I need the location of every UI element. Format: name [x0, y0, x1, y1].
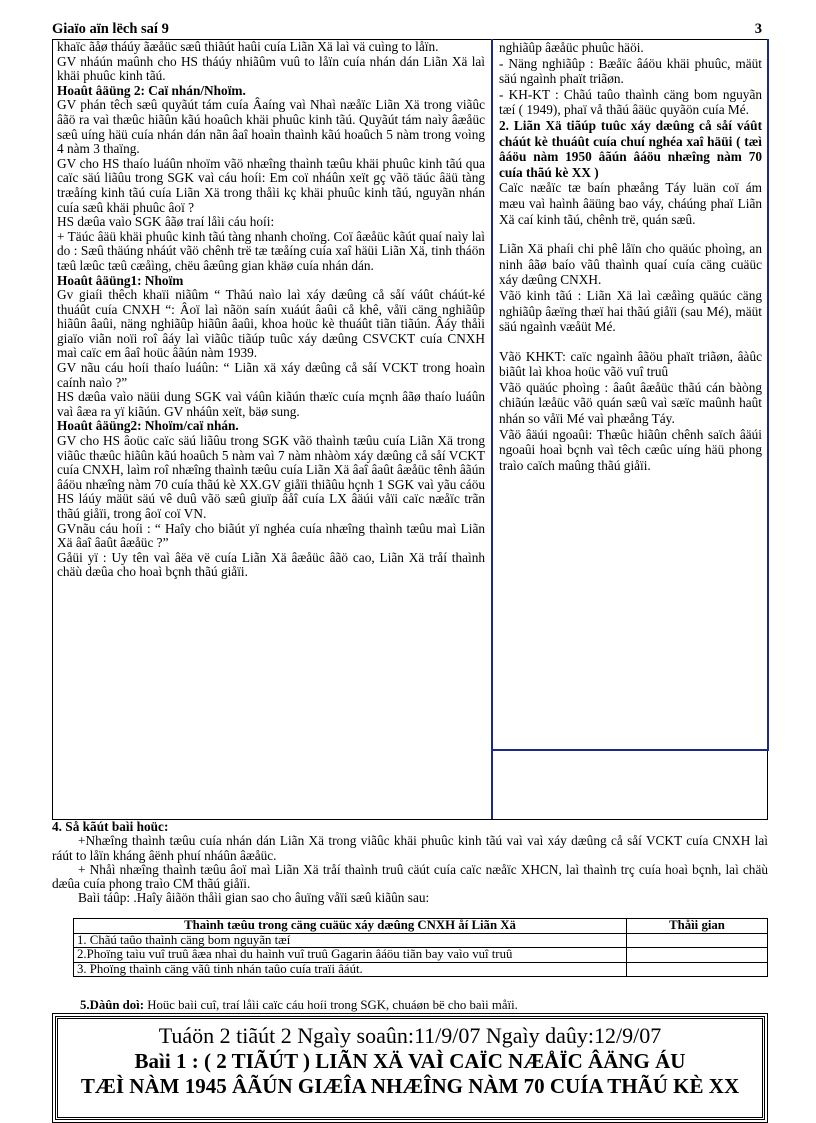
content-column — [493, 39, 769, 751]
paragraph: +Nhæîng thaình tæûu cuía nhán dán Liãn Xä trong viãûc khäi phuûc kinh tãú vaì vaì xáy dæûng cå såí VCKT cuía CNXH laì ráút to låïn kháng âënh phuí nháûn âæåüc. — [52, 833, 768, 863]
column-header: Thaình tæûu trong cäng cuäüc xáy dæûng CNXH åí Liãn Xä — [74, 919, 627, 934]
table-row — [74, 933, 768, 948]
paragraph: Vãö kinh tãú : Liãn Xä laì cæåìng quäúc cäng nghiãûp âæïng thæï hai thãú giåïi (sau Mé), mäüt säú ngaình væåüt Mé. — [499, 287, 762, 335]
lesson-schedule: Tuáön 2 tiãút 2 Ngaìy soaûn:11/9/07 Ngaìy daûy:12/9/07 — [158, 1023, 662, 1048]
table-row — [74, 962, 768, 977]
spacer — [499, 335, 762, 349]
paragraph: Caïc næåïc tæ baín phæång Táy luän coï ám mæu vaì haình âäüng bao váy, cháúng phaï Liãn Xä caí kinh tãú, chênh trë, quán sæû. — [499, 180, 762, 227]
lesson-subtitle: TÆÌ NÀM 1945 ÂÃÚN GIÆÎA NHÆÎNG NÀM 70 CUÍA THÃÚ KÈ XX — [80, 1074, 740, 1098]
paragraph: HS dæûa vaìo SGK âãø traí låìi cáu hoíi: — [57, 214, 275, 230]
paragraph: nghiãûp âæåüc phuûc häöi. — [499, 40, 644, 55]
table-row — [74, 948, 768, 963]
event-cell: 1. Chãú taûo thaình cäng bom nguyãn tæí — [74, 933, 627, 948]
paragraph: - KH-KT : Chãú taûo thaình cäng bom nguyãn tæí ( 1949), phaï vå thãú âäüc quyãön cuía Mé. — [499, 86, 762, 118]
paragraph: - Näng nghiãûp : Bæåïc âáöu khäi phuûc, mäüt säú ngaình phaït triãøn. — [499, 55, 762, 87]
paragraph: GV nháún maûnh cho HS tháúy nhiãûm vuû to låïn cuía nhán dán Liãn Xä laì khäi phuûc kinh tãú. — [57, 53, 485, 84]
lesson-summary — [52, 820, 768, 906]
lesson-title: Baìi 1 : ( 2 TIÃÚT ) LIÃN XÄ VAÌ CAÏC NÆÅÏC ÂÄNG ÁU — [134, 1049, 686, 1073]
paragraph: + Nhåì nhæîng thaình tæûu âoï maì Liãn Xä tråí thaình truû cäút cuía caïc næåïc XHCN, laì thaình trç cuía hoaì bçnh, laì chäù dæûa cuía phong traìo CM thãú giåïi. — [52, 861, 768, 892]
page-number: 3 — [754, 21, 762, 37]
header-title: Giaïo aïn lëch saí 9 — [52, 21, 169, 37]
paragraph: Vãö âäúi ngoaûi: Thæûc hiãûn chênh saïch âäúi ngoaûi hoaì bçnh vaì têch cæûc uíng häü phong traìo caïch maûng thãú giåïi. — [499, 426, 762, 473]
column-header: Thåìi gian — [627, 919, 768, 934]
event-cell: 3. Phoïng thaình cäng vãû tinh nhán taûo cuía traïi âáút. — [74, 962, 627, 977]
table-header-row — [74, 919, 768, 934]
time-cell[interactable] — [627, 933, 768, 948]
homework-note — [80, 998, 518, 1013]
paragraph: GV nãu cáu hoíi thaío luáûn: “ Liãn xä xáy dæûng cå såí VCKT trong hoaìn caính naìo ?” — [57, 360, 485, 390]
paragraph: Gåüi yï : Uy tên vaì âëa vë cuía Liãn Xä âæåüc âãö cao, Liãn Xä tråí thaình chäù dæûa cho hoaì bçnh thãú giåïi. — [57, 549, 485, 580]
time-cell[interactable] — [627, 948, 768, 963]
paragraph: Liãn Xä phaíi chi phê låïn cho quäúc phoìng, an ninh âãø baío vãû thaình quaí cuía cäng cuäüc xáy dæûng CNXH. — [499, 241, 762, 288]
paragraph: Vãö quäúc phoìng : âaût âæåüc thãú cán bàòng chiãún læåüc vãö quán sæû vaì sæïc maûnh haût nhán so våïi Mé vaì phæång Táy. — [499, 379, 762, 427]
paragraph: HS dæûa vaìo näüi dung SGK vaì váûn kiãún thæïc cuía mçnh âãø thaío luáûn vaì âæa ra yï kiãún. GV nháûn xeït, bäø sung. — [57, 389, 485, 419]
activity-heading: Hoaût âäüng1: Nhoïm — [57, 272, 184, 288]
exercise-prompt: Baìi táûp: .Haîy âiãön thåìi gian sao cho âuïng våïi sæû kiãûn sau: — [78, 890, 430, 906]
paragraph: GV cho HS âoüc caïc säú liãûu trong SGK vãö thaình tæûu cuía Liãn Xä trong viãûc thæûc hiãûn kãú hoaûch 5 nàm vaì 7 nàm nhàòm xáy dæûng cå såí VCKT cuía CNXH, laìm roî nhæîng thaình tæûu cuía Liãn Xä âaî âaût âæåüc tênh âãún âáöu nhæîng nàm 70 cuía thãú kè XX.GV giåïi thiãûu hçnh 1 SGK vaì yãu cáöu HS láúy mäüt säú vê duû vãö sæû giuïp âåî cuía LX âäúi våïi caïc næåïc trãn thãú giåïi, trong âoï coï VN. — [57, 433, 485, 521]
two-column-table — [52, 39, 768, 820]
teacher-activities-column — [53, 39, 493, 819]
summary-heading: 4. Så kãút baìi hoüc: — [52, 819, 169, 834]
event-cell: 2.Phoïng taìu vuî truû âæa nhaì du haình vuî truû Gagarin âáöu tiãn bay vaìo vuî truû — [74, 948, 627, 963]
paragraph: GV cho HS thaío luáûn nhoïm vãö nhæîng thaình tæûu khäi phuûc kinh tãú qua caïc säú liãûu trong SGK vaì cáu hoíi: Em coï nháûn xeït gç vãö täúc âäü tàng træåíng kinh tãú cuía Liãn Xä trong thåìi kç khäi phuûc kinh tãú, nguyãn nhán cuía sæû khäi phuûc âoï ? — [57, 155, 485, 215]
time-cell[interactable] — [627, 962, 768, 977]
paragraph: Gv giaíi thêch khaïi niãûm “ Thãú naìo laì xáy dæûng cå såí váût cháút-ké thuáût cuía CNXH “: Âoï laì nãön saín xuáút âaûi cå khê, våïi cäng nghiãûp hiãûn âaûi, näng nghiãûp hiãûn âaûi, khoa hoüc kè thuáût tiãn tiãún. Âáy thåìi giaïo viãn noïi roî âáy laì viãûc tiãúp tuûc xáy dæûng CSVCKT cuía CNXH maì caïc em âaî hoüc âãún nàm 1939. — [57, 287, 485, 361]
homework-label: 5.Dàûn doì: — [80, 998, 145, 1012]
spacer — [499, 227, 762, 241]
homework-text: Hoüc baìi cuî, traí låìi caïc cáu hoíi trong SGK, chuáøn bë cho baìi måïi. — [144, 998, 518, 1012]
exercise-table — [73, 918, 768, 977]
activity-heading: Hoaût âäüng2: Nhoïm/caï nhán. — [57, 418, 239, 434]
lesson-banner — [52, 1013, 768, 1123]
paragraph: + Täúc âäü khäi phuûc kinh tãú tàng nhanh choïng. Coï âæåüc kãút quaí naìy laì do : Sæû thäúng nháút vãö chênh trë tæ tæåíng cuía xaî häüi Liãn Xä, tinh tháön tæû læûc tæû cæåìng, chëu âæûng gian khäø cuía nhán dán. — [57, 228, 485, 273]
paragraph: Vãö KHKT: caïc ngaình âãöu phaït triãøn, âàûc biãût laì khoa hoüc vãö vuî truû — [499, 348, 762, 380]
paragraph: GV phán têch sæû quyãút tám cuía Âaíng vaì Nhaì næåïc Liãn Xä trong viãûc âãö ra vaì thæûc hiãûn kãú hoaûch khäi phuûc kinh tãú. Quyãút tám naìy âæåüc sæû uíng häü cuía nhán dán nãn âaî hoaìn thaình kãú hoaûch 5 nàm trong voìng 4 nàm 3 thaïng. — [57, 97, 485, 157]
section-heading: 2. Liãn Xä tiãúp tuûc xáy dæûng cå såí váût cháút kè thuáût cuía chuí nghéa xaî häüi ( tæì âáöu nàm 1950 âãún âáöu nhæîng nàm 70 cuía thãú kè XX ) — [499, 117, 762, 180]
page-header — [52, 21, 768, 40]
activity-heading: Hoaût âäüng 2: Caï nhán/Nhoïm. — [57, 82, 246, 98]
paragraph: khaïc ãåø tháúy ãæåüc sæû thiãút haûi cuía Liãn Xä laì vä cuìng to låïn. — [57, 39, 439, 54]
paragraph: GVnãu cáu hoíi : “ Haîy cho biãút yï nghéa cuía nhæîng thaình tæûu maì Liãn Xä âaî âaût âæåüc ?” — [57, 520, 485, 551]
